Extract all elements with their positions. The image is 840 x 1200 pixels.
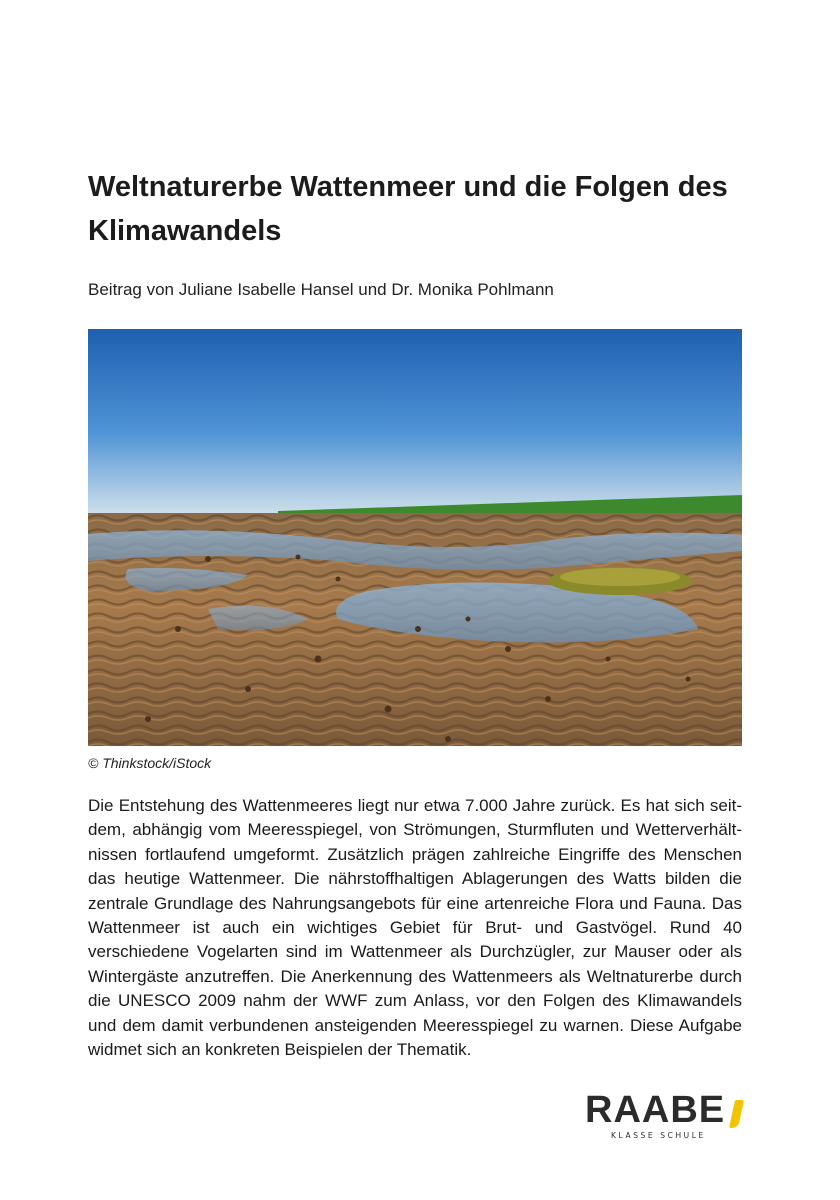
- author-byline: Beitrag von Juliane Isabelle Hansel und Dr. Monika Pohlmann: [88, 280, 554, 299]
- logo-comma-icon: [729, 1100, 744, 1128]
- wadden-sea-photo: [88, 329, 742, 746]
- image-credit: © Thinkstock/iStock: [88, 755, 212, 771]
- logo-tagline: KLASSE SCHULE: [611, 1131, 706, 1140]
- intro-paragraph: Die Entstehung des Wattenmeeres liegt nur etwa 7.000 Jahre zurück. Es hat sich seitdem, abhängig vom Meeresspiegel, von Strömungen, Sturmfluten und Wetterverhältnissen fortlaufend umgeformt. Zusätzlich prägen zahlreiche Eingriffe des Menschen das heutige Wattenmeer. Die nährstoffhaltigen Ablagerungen des Watts bilden die zentrale Grundlage des Nahrungsangebots für eine artenreiche Flora und Fauna. Das Wattenmeer ist auch ein wichtiges Gebiet für Brut- und Gastvögel. Rund 40 verschiedene Vogelarten sind im Wattenmeer als Durchzügler, zur Mauser oder als Wintergäste anzutreffen. Die Anerkennung des Wattenmeers als Weltnaturerbe durch die UNESCO 2009 nahm der WWF zum Anlass, vor den Folgen des Klimawandels und dem damit verbundenen ansteigenden Meeresspiegel zu warnen. Diese Aufgabe widmet sich an konkreten Beispielen der Thematik.: [88, 796, 742, 1060]
- document-title: Weltnaturerbe Wattenmeer und die Folgen des Klimawandels: [88, 171, 728, 247]
- raabe-logo: [585, 1090, 745, 1145]
- logo-wordmark: RAABE: [585, 1089, 726, 1131]
